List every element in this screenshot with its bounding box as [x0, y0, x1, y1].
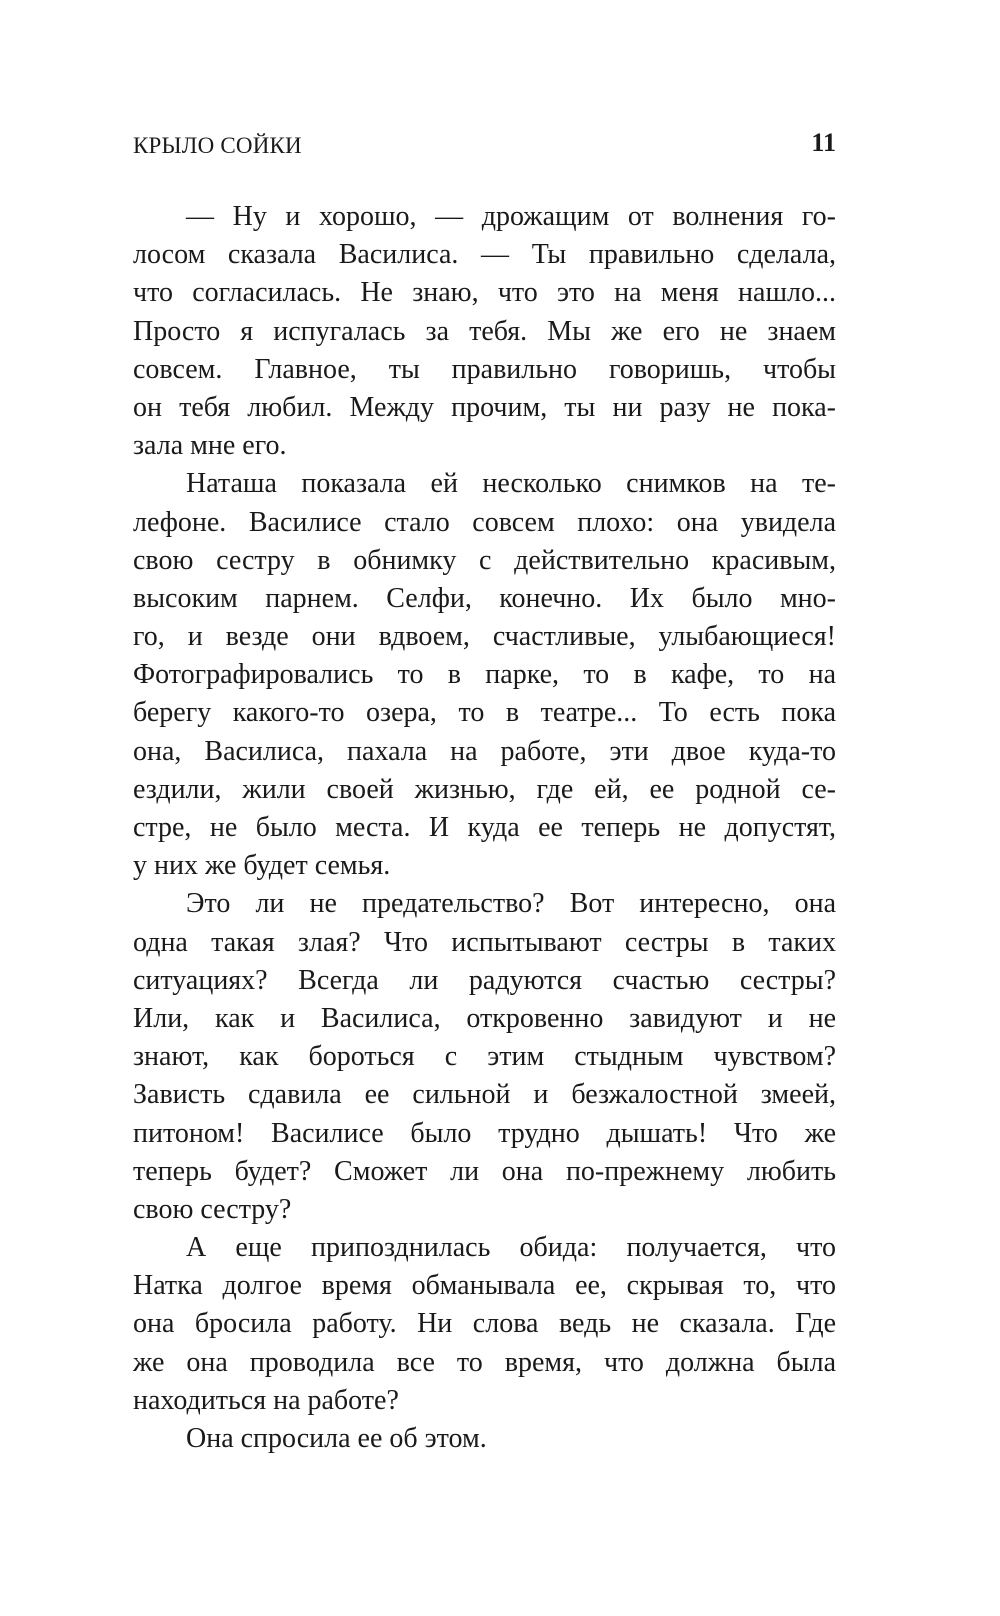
text-line: Это ли не предательство? Вот интересно, она: [186, 888, 836, 920]
text-line: она, Василиса, пахала на работе, эти двое куда-то: [133, 735, 836, 767]
text-line: же она проводила все то время, что должна была: [133, 1346, 836, 1378]
text-line: совсем. Главное, ты правильно говоришь, чтобы: [133, 353, 836, 385]
text-line: Фотографировались то в парке, то в кафе, то на: [133, 659, 836, 691]
text-line: свою сестру?: [133, 1193, 292, 1225]
text-line: ситуациях? Всегда ли радуются счастью сестры?: [133, 964, 836, 996]
text-line: что согласилась. Не знаю, что это на меня нашло...: [133, 277, 836, 309]
text-line: зала мне его.: [133, 430, 287, 462]
page-number: 11: [811, 128, 836, 157]
text-line: высоким парнем. Селфи, конечно. Их было мно-: [133, 582, 836, 614]
text-line: Натка долгое время обманывала ее, скрывая то, что: [133, 1270, 836, 1302]
text-line: ездили, жили своей жизнью, где ей, ее родной се-: [133, 773, 836, 805]
text-line: он тебя любил. Между прочим, ты ни разу не пока-: [133, 391, 836, 423]
text-line: знают, как бороться с этим стыдным чувством?: [133, 1041, 836, 1073]
text-line: стре, не было места. И куда ее теперь не допустят,: [133, 812, 836, 843]
text-line: Она спросила ее об этом.: [186, 1423, 487, 1454]
text-line: Или, как и Василиса, откровенно завидуют и не: [133, 1002, 836, 1034]
text-line: го, и везде они вдвоем, счастливые, улыбающиеся!: [133, 621, 836, 653]
body-text: [133, 198, 836, 1458]
text-line: у них же будет семья.: [133, 850, 391, 882]
text-line: одна такая злая? Что испытывают сестры в таких: [133, 926, 836, 958]
text-line: теперь будет? Сможет ли она по-прежнему любить: [133, 1155, 836, 1187]
text-line: Зависть сдавила ее сильной и безжалостной змеей,: [133, 1079, 836, 1111]
text-line: лосом сказала Василиса. — Ты правильно сделала,: [133, 239, 836, 271]
text-line: — Ну и хорошо, — дрожащим от волнения го-: [186, 201, 836, 232]
text-line: лефоне. Василисе стало совсем плохо: она увидела: [133, 506, 836, 538]
text-line: находиться на работе?: [133, 1384, 399, 1416]
text-line: берегу какого-то озера, то в театре... То есть пока: [133, 697, 836, 729]
text-line: А еще припозднилась обида: получается, что: [186, 1232, 836, 1264]
running-title: КРЫЛО СОЙКИ: [133, 133, 302, 158]
text-line: она бросила работу. Ни слова ведь не сказала. Где: [133, 1308, 836, 1340]
text-line: питоном! Василисе было трудно дышать! Что же: [133, 1117, 836, 1149]
text-line: Просто я испугалась за тебя. Мы же его не знаем: [133, 315, 836, 347]
text-line: свою сестру в обнимку с действительно красивым,: [133, 544, 836, 576]
text-line: Наташа показала ей несколько снимков на те-: [186, 468, 836, 500]
